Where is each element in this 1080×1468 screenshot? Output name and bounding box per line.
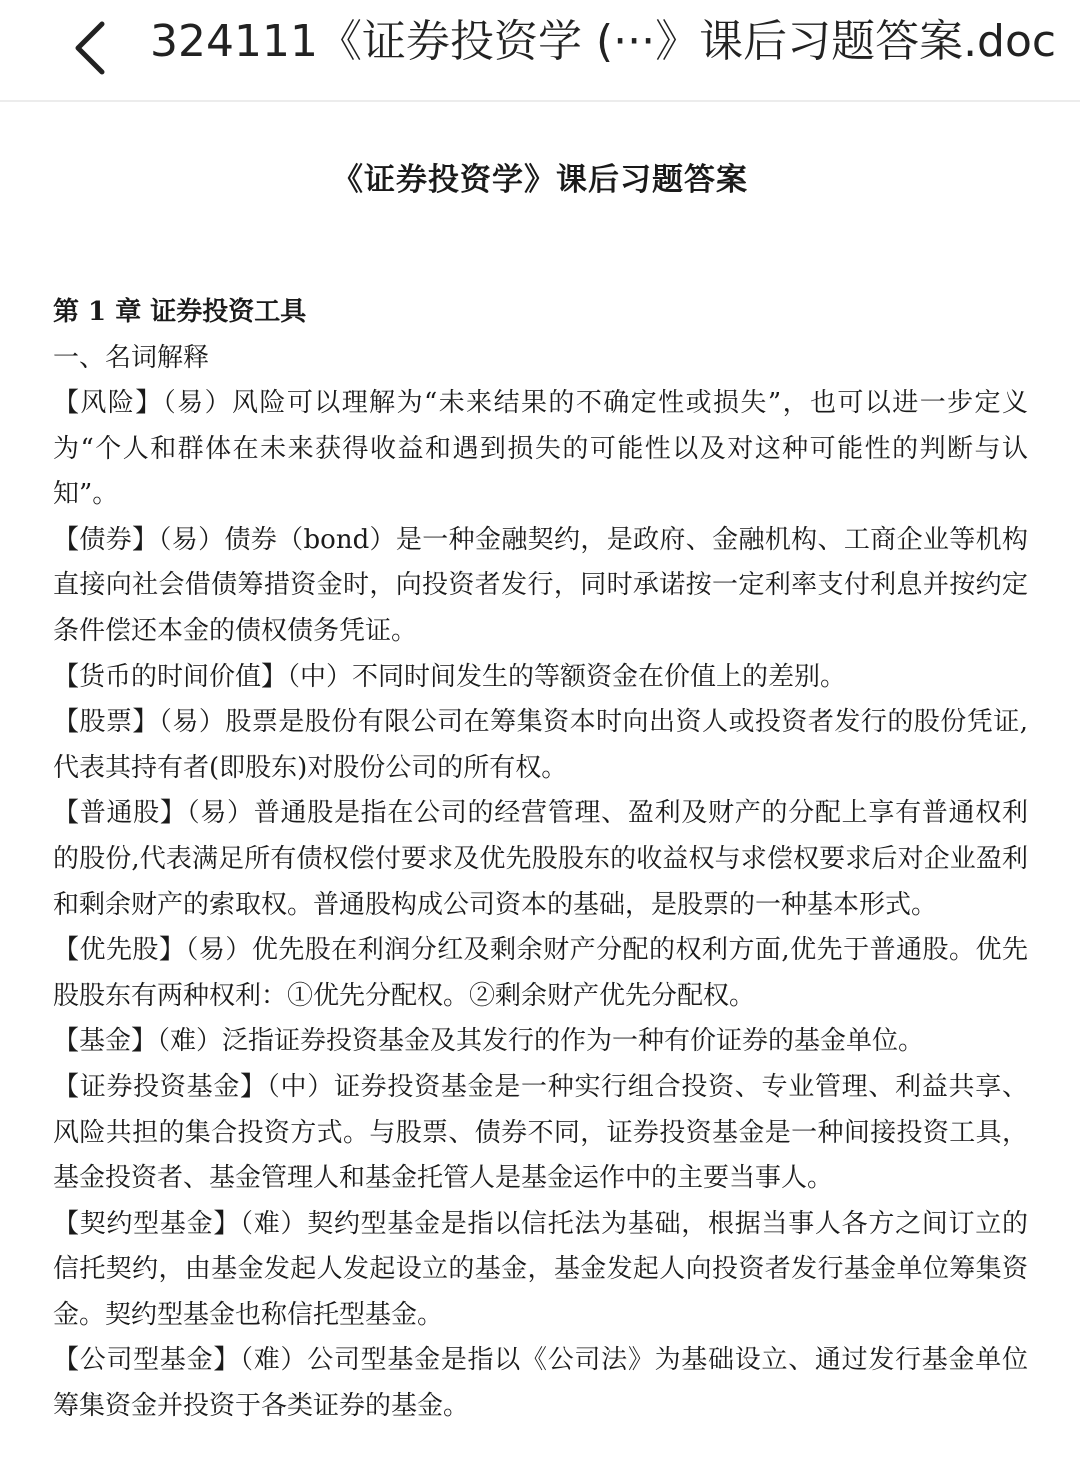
glossary-definition: 泛指证券投资基金及其发行的作为一种有价证券的基金单位。 [222, 1026, 925, 1057]
glossary-term: 【货币的时间价值】 [53, 661, 288, 692]
document-file-title: 324111《证券投资学 (···》课后习题答案.doc [150, 16, 1057, 67]
difficulty-label: （难） [240, 1208, 308, 1239]
glossary-entry [53, 700, 1028, 791]
difficulty-label: （中） [266, 1071, 334, 1102]
glossary-entry [53, 655, 1028, 701]
glossary-entry [53, 1065, 1028, 1202]
glossary-term: 【基金】 [53, 1026, 158, 1057]
chapter-heading: 第 1 章 证券投资工具 [53, 297, 307, 327]
glossary-definition: 普通股是指在公司的经营管理、盈利及财产的分配上享有普通权利的股份,代表满足所有债权偿付要求及优先股股东的收益权与求偿权要求后对企业盈利和剩余财产的索取权。普通股构成公司资本的基础，是股票的一种基本形式。 [53, 798, 1028, 920]
glossary-term: 【债券】 [53, 524, 159, 555]
glossary-entry [53, 1019, 1028, 1065]
glossary-term: 【股票】 [53, 707, 159, 738]
difficulty-label: （易） [158, 707, 226, 738]
difficulty-label: （易） [185, 935, 252, 966]
document-heading: 《证券投资学》课后习题答案 [332, 162, 748, 198]
glossary-definition: 优先股在利润分红及剩余财产分配的权利方面,优先于普通股。优先股股东有两种权利：①优先分配权。②剩余财产优先分配权。 [53, 935, 1028, 1011]
difficulty-label: （易） [158, 524, 225, 555]
back-button[interactable] [50, 8, 130, 88]
glossary-definition: 证券投资基金是一种实行组合投资、专业管理、利益共享、风险共担的集合投资方式。与股票、债券不同，证券投资基金是一种间接投资工具，基金投资者、基金管理人和基金托管人是基金运作中的主要当事人。 [53, 1071, 1028, 1194]
glossary-entry [53, 791, 1028, 928]
glossary-term: 【公司型基金】 [53, 1345, 241, 1376]
glossary-term: 【优先股】 [53, 935, 186, 966]
glossary-entry [53, 1338, 1028, 1429]
glossary-term: 【契约型基金】 [53, 1208, 241, 1239]
glossary-definition: 公司型基金是指以《公司法》为基础设立、通过发行基金单位筹集资金并投资于各类证券的基金。 [53, 1345, 1028, 1422]
glossary-definition: 不同时间发生的等额资金在价值上的差别。 [352, 661, 847, 692]
glossary-entries [53, 381, 1028, 1430]
glossary-entry [53, 381, 1028, 518]
glossary-definition: 风险可以理解为“未来结果的不确定性或损失”，也可以进一步定义为“个人和群体在未来获得收益和遇到损失的可能性以及对这种可能性的判断与认知”。 [53, 388, 1028, 510]
glossary-term: 【证券投资基金】 [53, 1071, 267, 1102]
glossary-entry [53, 928, 1028, 1019]
glossary-entry [53, 518, 1028, 655]
section-heading: 一、名词解释 [53, 343, 210, 373]
difficulty-label: （易） [162, 388, 233, 418]
difficulty-label: （难） [157, 1026, 223, 1057]
glossary-entry [53, 1202, 1028, 1339]
top-app-bar [0, 0, 1080, 102]
chevron-left-icon [70, 18, 110, 78]
difficulty-label: （中） [287, 661, 353, 692]
glossary-definition: 债券（bond）是一种金融契约，是政府、金融机构、工商企业等机构直接向社会借债筹措资金时，向投资者发行，同时承诺按一定利率支付利息并按约定条件偿还本金的债权债务凭证。 [53, 524, 1028, 646]
difficulty-label: （易） [186, 798, 254, 829]
difficulty-label: （难） [240, 1345, 308, 1376]
document-page[interactable] [0, 102, 1080, 1468]
glossary-definition: 股票是股份有限公司在筹集资本时向出资人或投资者发行的股份凭证,代表其持有者(即股东)对股份公司的所有权。 [53, 707, 1028, 783]
glossary-term: 【风险】 [53, 388, 163, 418]
glossary-definition: 契约型基金是指以信托法为基础，根据当事人各方之间订立的信托契约，由基金发起人发起设立的基金，基金发起人向投资者发行基金单位筹集资金。契约型基金也称信托型基金。 [53, 1208, 1028, 1330]
glossary-term: 【普通股】 [53, 798, 187, 829]
